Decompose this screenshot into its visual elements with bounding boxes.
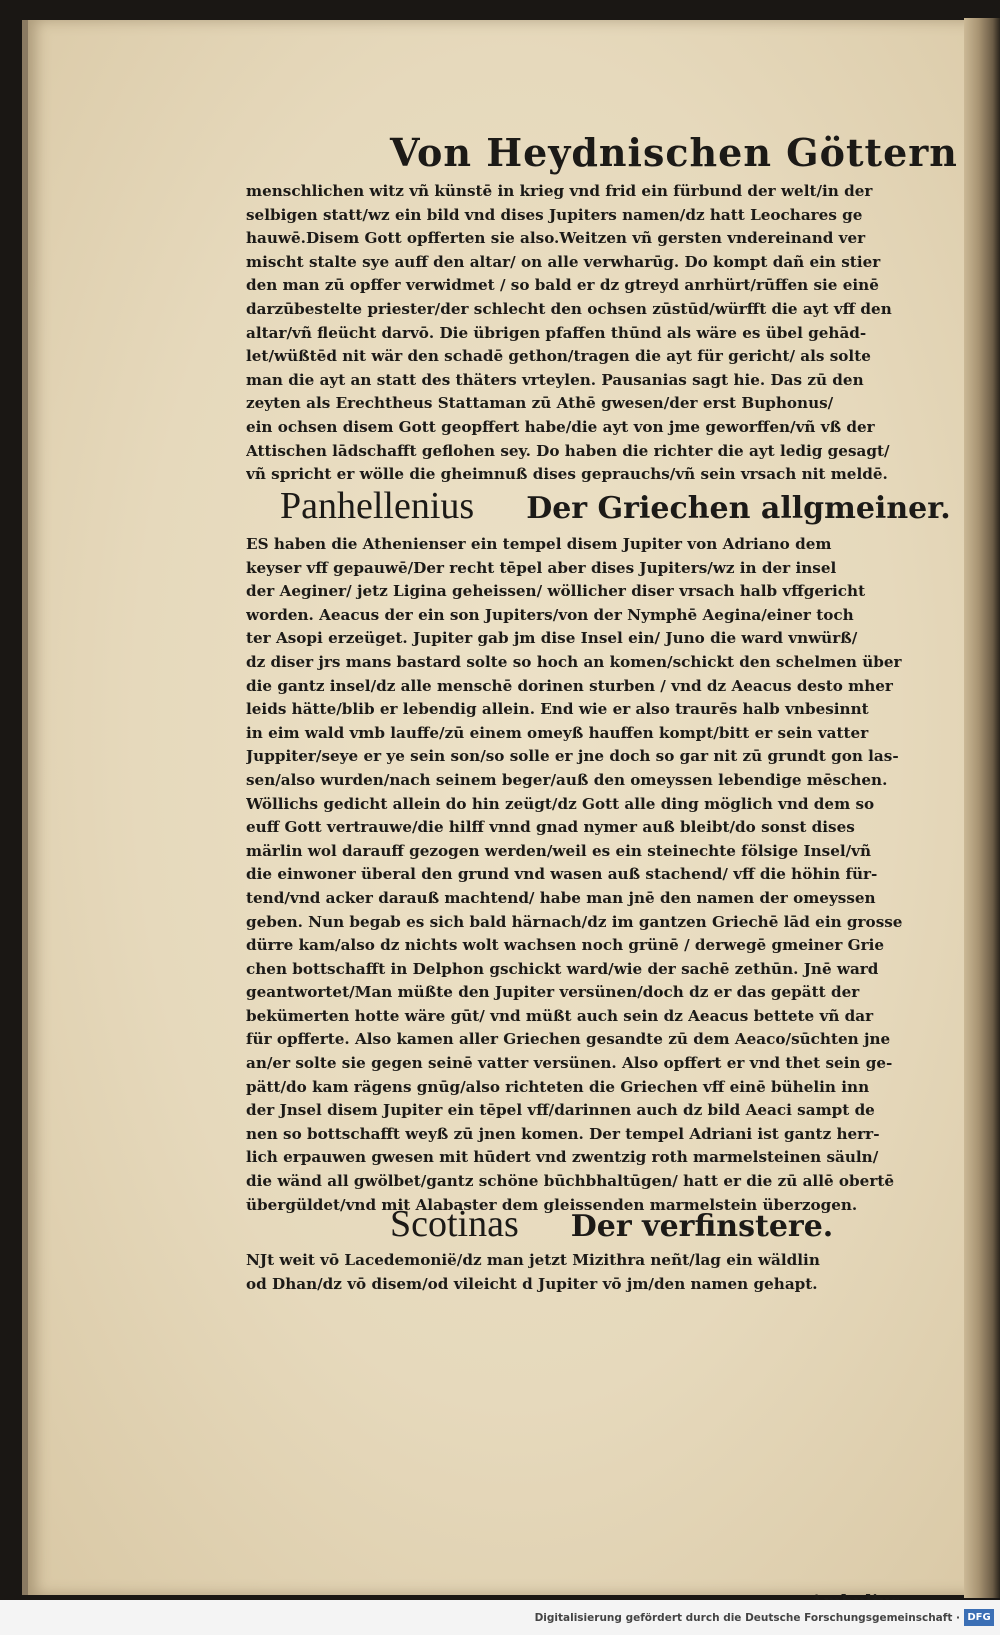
text-line: man die ayt an statt des thäters vrteylen. Pausanias sagt hie. Das zū den (246, 370, 864, 389)
section-heading-panhellenius (280, 484, 951, 528)
text-line: der Aeginer/ jetz Ligina geheissen/ wöllicher diser vrsach halb vffgericht (246, 582, 866, 601)
section-heading-scotinas (390, 1202, 833, 1246)
text-line: märlin wol darauff gezogen werden/weil es ein steinechte fölsige Insel/vñ (246, 841, 872, 860)
text-line: lich erpauwen gwesen mit hūdert vnd zwentzig roth marmelsteinen säuln/ (246, 1148, 879, 1167)
paragraph-2 (246, 533, 906, 1217)
text-line: die gantz insel/dz alle menschē dorinen sturben / vnd dz Aeacus desto mher (246, 676, 893, 695)
text-line: die wänd all gwölbet/gantz schöne būchbhaltūgen/ hatt er die zū allē obertē (246, 1172, 895, 1191)
section-latin-title: Panhellenius (280, 485, 475, 527)
section-german-title: Der verfinstere. (570, 1209, 834, 1244)
paragraph-3 (246, 1249, 906, 1296)
text-line: worden. Aeacus der ein son Jupiters/von der Nymphē Aegina/einer toch (246, 605, 854, 624)
text-line: euff Gott vertrauwe/die hilff vnnd gnad nymer auß bleibt/do sonst dises (246, 818, 855, 837)
section-latin-title: Scotinas (390, 1203, 519, 1245)
digitization-footer (0, 1600, 1000, 1635)
paragraph-1 (246, 180, 906, 487)
text-line: leids hätte/blib er lebendig allein. End wie er also traurēs halb vnbesinnt (246, 700, 869, 719)
text-line: dz diser jrs mans bastard solte so hoch an komen/schickt den schelmen über (246, 652, 902, 671)
section-german-title: Der Griechen allgmeiner. (526, 491, 951, 526)
text-line: Wöllichs gedicht allein do hin zeügt/dz Gott alle ding möglich vnd dem so (246, 794, 875, 813)
text-line: NJt weit vō Lacedemonië/dz man jetzt Mizithra neñt/lag ein wäldlin (246, 1251, 820, 1269)
text-line: vñ spricht er wölle die gheimnuß dises geprauchs/vñ sein vrsach nit meldē. (246, 465, 888, 484)
text-line: Juppiter/seye er ye sein son/so solle er jne doch so gar nit zū grundt gon las- (246, 747, 899, 766)
text-line: ter Asopi erzeüget. Jupiter gab jm dise Insel ein/ Juno die ward vnwürß/ (246, 629, 858, 648)
text-line: tend/vnd acker darauß machtend/ habe man jnē den namen der omeyssen (246, 888, 876, 907)
text-line: darzūbestelte priester/der schlecht den ochsen zūstūd/würfft die ayt vff den (246, 299, 892, 318)
funding-note: Digitalisierung gefördert durch die Deutsche Forschungsgemeinschaft · (534, 1612, 960, 1624)
text-line: ein ochsen disem Gott geopffert habe/die ayt von jme geworffen/vñ vß der (246, 417, 875, 436)
text-line: chen bottschafft in Delphon gschickt ward/wie der sachē zethūn. Jnē ward (246, 959, 879, 978)
text-line: ES haben die Athenienser ein tempel disem Jupiter von Adriano dem (246, 535, 832, 553)
text-line: geantwortet/Man müßte den Jupiter versünen/doch dz er das gepätt der (246, 983, 860, 1002)
text-line: geben. Nun begab es sich bald härnach/dz im gantzen Griechē lād ein grosse (246, 912, 903, 931)
text-line: bekümerten hotte wäre gūt/ vnd müßt auch sein dz Aeacus bettete vñ dar (246, 1006, 874, 1025)
text-line: od Dhan/dz vō disem/od vileicht d Jupiter vō jm/den namen gehapt. (246, 1274, 818, 1293)
text-line: dürre kam/also dz nichts wolt wachsen noch grünē / derwegē gmeiner Grie (246, 936, 885, 955)
text-line: die einwoner überal den grund vnd wasen auß stachend/ vff die höhin für- (246, 865, 878, 884)
dfg-logo: DFG (964, 1609, 994, 1626)
text-line: menschlichen witz vñ künstē in krieg vnd frid ein fürbund der welt/in der (246, 182, 873, 200)
text-line: keyser vff gepauwē/Der recht tēpel aber dises Jupiters/wz in der insel (246, 558, 837, 577)
text-line: selbigen statt/wz ein bild vnd dises Jupiters namen/dz hatt Leochares ge (246, 205, 863, 224)
page-edge (964, 18, 1000, 1598)
text-line: altar/vñ fleücht darvō. Die übrigen pfaffen thūnd als wäre es übel gehād- (246, 323, 867, 342)
text-line: der Jnsel disem Jupiter ein tēpel vff/darinnen auch dz bild Aeaci sampt de (246, 1101, 875, 1120)
text-line: zeyten als Erechtheus Stattaman zū Athē gwesen/der erst Buphonus/ (246, 394, 834, 413)
text-line: pätt/do kam rägens gnūg/also richteten die Griechen vff einē bühelin inn (246, 1077, 870, 1096)
text-line: nen so bottschafft weyß zū jnen komen. Der tempel Adriani ist gantz herr- (246, 1124, 880, 1143)
text-line: den man zū opffer verwidmet / so bald er dz gtreyd anrhürt/rūffen sie einē (246, 276, 879, 295)
text-line: in eim wald vmb lauffe/zū einem omeyß hauffen kompt/bitt er sein vatter (246, 723, 869, 742)
page-header: Von Heydnischen Göttern (390, 130, 958, 175)
text-line: an/er solte sie gegen seinē vatter versünen. Also opffert er vnd thet sein ge- (246, 1054, 893, 1073)
text-line: mischt stalte sye auff den altar/ on alle verwharūg. Do kompt dañ ein stier (246, 252, 881, 271)
text-line: hauwē.Disem Gott opfferten sie also.Weitzen vñ gersten vndereinand ver (246, 229, 866, 248)
text-line: übergüldet/vnd mit Alabaster dem gleissenden marmelstein überzogen. (246, 1195, 858, 1214)
text-line: sen/also wurden/nach seinem beger/auß den omeyssen lebendige mēschen. (246, 770, 888, 789)
text-line: let/wüßtēd nit wär den schadē gethon/tragen die ayt für gericht/ als solte (246, 347, 871, 366)
text-line: für opfferte. Also kamen aller Griechen gesandte zū dem Aeaco/sūchten jne (246, 1030, 891, 1049)
text-line: Attischen lādschafft geflohen sey. Do haben die richter die ayt ledig gesagt/ (246, 441, 890, 460)
